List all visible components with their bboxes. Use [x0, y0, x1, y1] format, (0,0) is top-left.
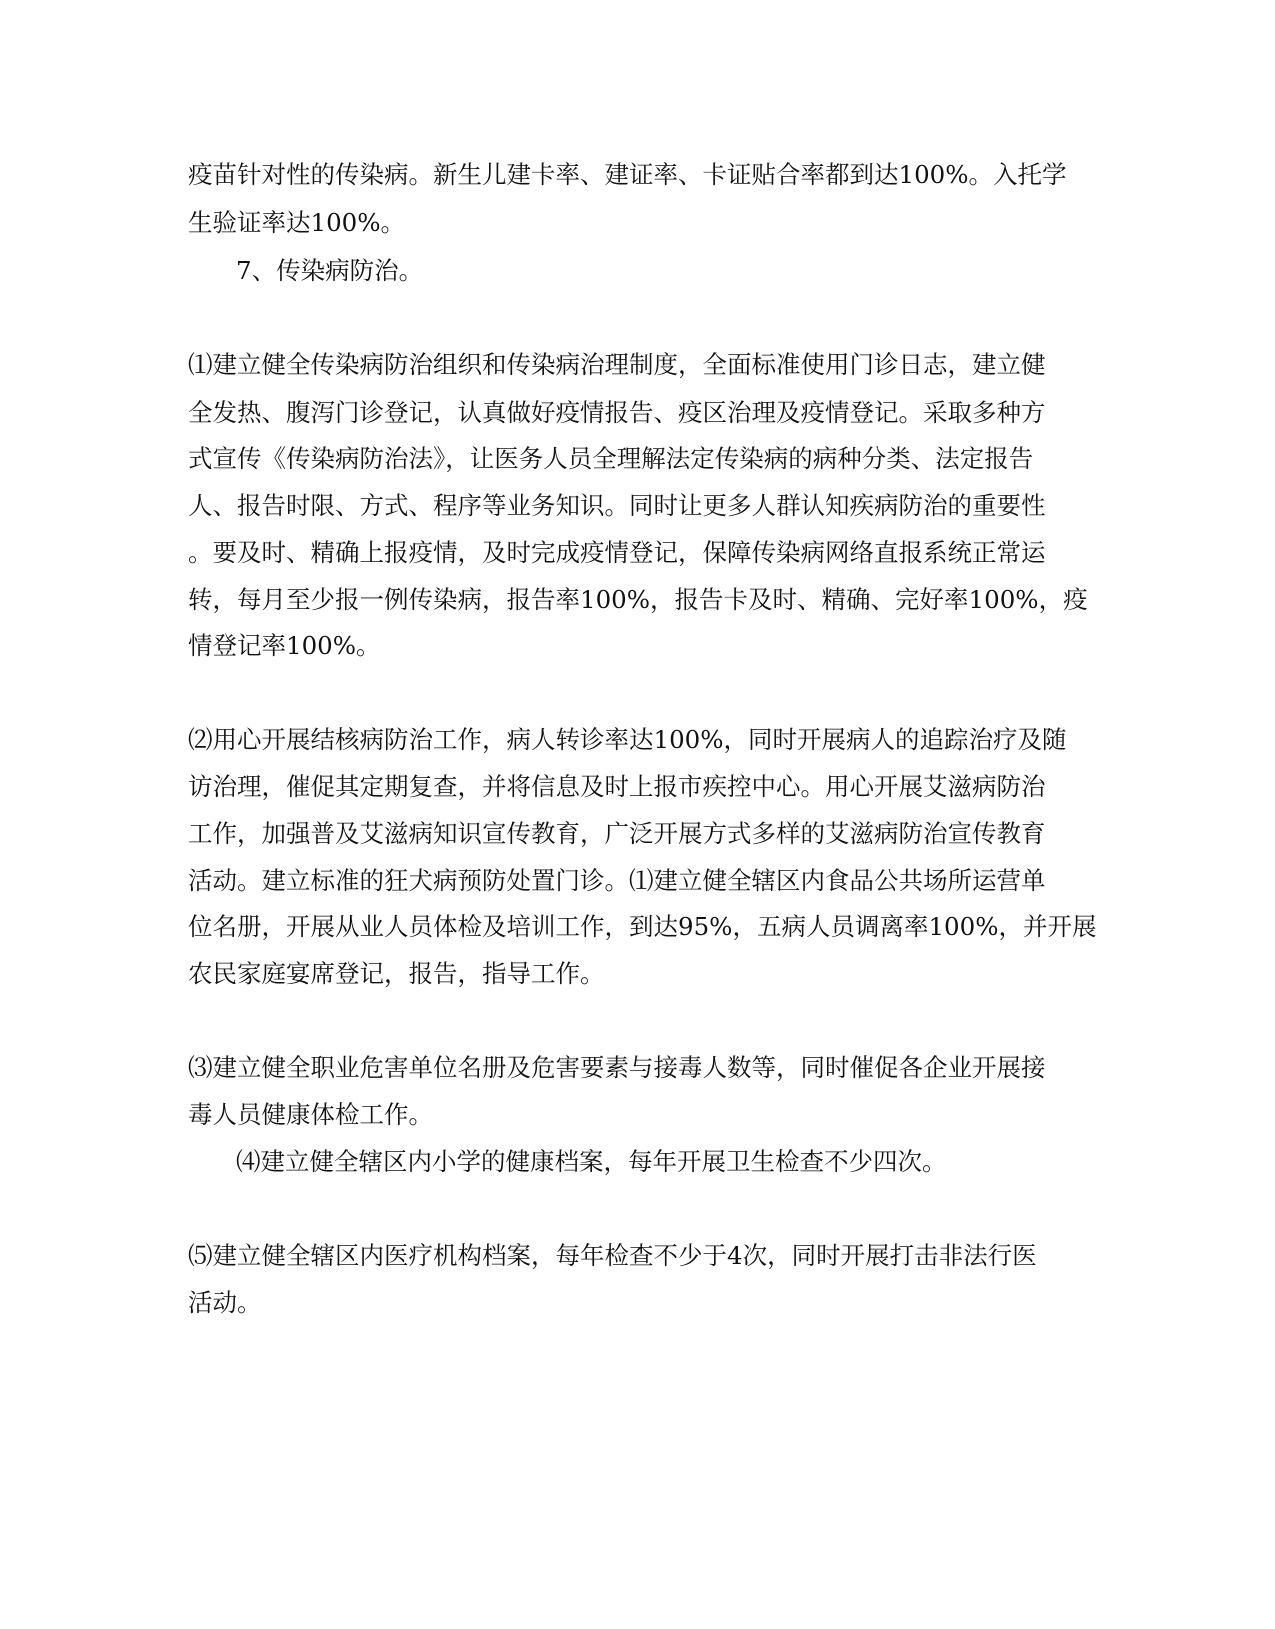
text-line: ⑴建立健全传染病防治组织和传染病治理制度，全面标准使用门诊日志，建立健 — [188, 350, 1046, 379]
text-line: 活动。 — [188, 1288, 262, 1317]
text-line: 式宣传《传染病防治法》，让医务人员全理解法定传染病的病种分类、法定报告 — [188, 444, 1034, 473]
text-line: ⑸建立健全辖区内医疗机构档案，每年检查不少于4次，同时开展打击非法行医 — [188, 1241, 1037, 1270]
text-line: 。要及时、精确上报疫情，及时完成疫情登记，保障传染病网络直报系统正常运 — [188, 538, 1046, 567]
text-line: 人、报告时限、方式、程序等业务知识。同时让更多人群认知疾病防治的重要性 — [188, 491, 1046, 520]
text-line: 全发热、腹泻门诊登记，认真做好疫情报告、疫区治理及疫情登记。采取多种方 — [188, 398, 1046, 427]
text-line: 情登记率100%。 — [188, 631, 381, 660]
text-line: 农民家庭宴席登记，报告，指导工作。 — [188, 959, 605, 988]
text-line: 生验证率达100%。 — [188, 208, 406, 237]
text-line: ⑷建立健全辖区内小学的健康档案，每年开展卫生检查不少四次。 — [236, 1147, 947, 1176]
text-line: 访治理，催促其定期复查，并将信息及时上报市疾控中心。用心开展艾滋病防治 — [188, 772, 1046, 801]
text-line: 位名册，开展从业人员体检及培训工作，到达95%，五病人员调离率100%，并开展 — [188, 912, 1097, 941]
text-line: 工作，加强普及艾滋病知识宣传教育，广泛开展方式多样的艾滋病防治宣传教育 — [188, 819, 1046, 848]
text-line: ⑵用心开展结核病防治工作，病人转诊率达100%，同时开展病人的追踪治疗及随 — [188, 725, 1067, 754]
text-line: 毒人员健康体检工作。 — [188, 1100, 433, 1129]
text-line: 转，每月至少报一例传染病，报告率100%，报告卡及时、精确、完好率100%，疫 — [188, 585, 1088, 614]
text-line: 疫苗针对性的传染病。新生儿建卡率、建证率、卡证贴合率都到达100%。入托学 — [188, 160, 1067, 189]
text-line: ⑶建立健全职业危害单位名册及危害要素与接毒人数等，同时催促各企业开展接 — [188, 1053, 1046, 1082]
section-heading: 7、传染病防治。 — [236, 256, 424, 285]
text-line: 活动。建立标准的狂犬病预防处置门诊。⑴建立健全辖区内食品公共场所运营单 — [188, 866, 1046, 895]
